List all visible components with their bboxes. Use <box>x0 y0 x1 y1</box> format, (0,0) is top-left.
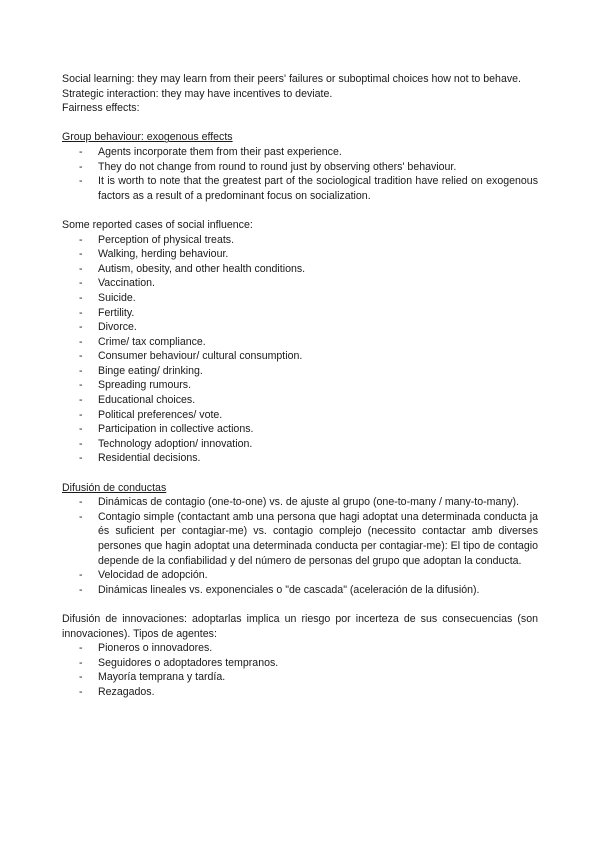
list-item <box>62 174 538 203</box>
dash-bullet: - <box>79 510 83 523</box>
intro-social-learning: Social learning: they may learn from their peers' failures or suboptimal choices how not to behave. <box>62 73 521 85</box>
dash-bullet: - <box>79 321 83 334</box>
list-item-text: Seguidores o adoptadores tempranos. <box>98 656 279 669</box>
list-item-text: Suicide. <box>98 291 136 304</box>
list-item <box>62 306 538 321</box>
dash-bullet: - <box>79 569 83 582</box>
spacer <box>62 466 538 481</box>
list-item-text: Educational choices. <box>98 394 196 407</box>
list-item <box>62 437 538 452</box>
list-item-text: Vaccination. <box>98 277 155 290</box>
list-item <box>62 145 538 160</box>
dash-bullet: - <box>79 175 83 188</box>
list-item-text: Mayoría temprana y tardía. <box>98 671 226 684</box>
list-item-text: Crime/ tax compliance. <box>98 335 206 348</box>
section-heading: Difusión de conductas <box>62 481 167 494</box>
list-item-text: Fertility. <box>98 306 135 319</box>
list-item-text: Spreading rumours. <box>98 379 192 392</box>
dash-bullet: - <box>79 583 83 596</box>
list-item <box>62 320 538 335</box>
list-item <box>62 583 538 598</box>
dash-bullet: - <box>79 145 83 158</box>
list-item-text: Technology adoption/ innovation. <box>98 437 253 450</box>
list-item <box>62 364 538 379</box>
list-item <box>62 670 538 685</box>
list-item <box>62 276 538 291</box>
list-item-text: Political preferences/ vote. <box>98 408 223 421</box>
section-difusion-innovaciones <box>62 612 538 700</box>
dash-bullet: - <box>79 394 83 407</box>
dash-bullet: - <box>79 248 83 261</box>
dash-bullet: - <box>79 335 83 348</box>
dash-bullet: - <box>79 685 83 698</box>
spacer <box>62 597 538 612</box>
list-item <box>62 262 538 277</box>
list-item <box>62 378 538 393</box>
list-item-text: Dinámicas lineales vs. exponenciales o "de cascada" (aceleración de la difusión). <box>98 583 480 596</box>
list-item-text: It is worth to note that the greatest part of the sociological tradition have relied on exogenous factors as a result of a predominant focus on socialization. <box>98 175 538 202</box>
list-item-text: Residential decisions. <box>98 452 201 465</box>
list-item-text: Autism, obesity, and other health conditions. <box>98 262 306 275</box>
dash-bullet: - <box>79 364 83 377</box>
list-item-text: Rezagados. <box>98 685 155 698</box>
list-item <box>62 291 538 306</box>
document-page <box>62 72 538 700</box>
list-item <box>62 685 538 700</box>
dash-bullet: - <box>79 496 83 509</box>
section-heading: Group behaviour: exogenous effects <box>62 131 233 144</box>
list-item-text: Agents incorporate them from their past experience. <box>98 145 342 158</box>
list-item-text: Perception of physical treats. <box>98 233 235 246</box>
dash-bullet: - <box>79 262 83 275</box>
list-item <box>62 393 538 408</box>
intro-fairness-effects: Fairness effects: <box>62 102 140 115</box>
list-item <box>62 641 538 656</box>
bullet-list <box>62 495 538 597</box>
dash-bullet: - <box>79 452 83 465</box>
section-heading: Some reported cases of social influence: <box>62 218 253 231</box>
dash-bullet: - <box>79 350 83 363</box>
list-item <box>62 233 538 248</box>
list-item <box>62 422 538 437</box>
dash-bullet: - <box>79 291 83 304</box>
dash-bullet: - <box>79 656 83 669</box>
dash-bullet: - <box>79 642 83 655</box>
list-item-text: Velocidad de adopción. <box>98 569 208 582</box>
list-item <box>62 568 538 583</box>
dash-bullet: - <box>79 306 83 319</box>
list-item <box>62 495 538 510</box>
intro-block <box>62 72 538 116</box>
list-item <box>62 656 538 671</box>
list-item-text: Participation in collective actions. <box>98 423 254 436</box>
dash-bullet: - <box>79 160 83 173</box>
list-item <box>62 335 538 350</box>
list-item-text: Divorce. <box>98 321 137 334</box>
section-social-influence <box>62 218 538 466</box>
list-item-text: Pioneros o innovadores. <box>98 642 213 655</box>
dash-bullet: - <box>79 423 83 436</box>
intro-strategic-interaction: Strategic interaction: they may have incentives to deviate. <box>62 87 333 100</box>
list-item <box>62 451 538 466</box>
section-heading: Difusión de innovaciones: adoptarlas implica un riesgo por incerteza de sus consecuencias (son innovaciones). Tipos de agentes: <box>62 612 538 640</box>
list-item <box>62 510 538 568</box>
list-item-text: Consumer behaviour/ cultural consumption. <box>98 350 303 363</box>
dash-bullet: - <box>79 379 83 392</box>
list-item-text: Binge eating/ drinking. <box>98 364 203 377</box>
list-item <box>62 349 538 364</box>
section-difusion-conductas <box>62 481 538 598</box>
bullet-list <box>62 145 538 203</box>
list-item-text: Walking, herding behaviour. <box>98 248 229 261</box>
dash-bullet: - <box>79 437 83 450</box>
spacer <box>62 116 538 131</box>
section-group-behaviour <box>62 130 538 203</box>
list-item <box>62 160 538 175</box>
spacer <box>62 203 538 218</box>
list-item <box>62 247 538 262</box>
list-item <box>62 408 538 423</box>
bullet-list <box>62 641 538 699</box>
bullet-list <box>62 233 538 467</box>
list-item-text: Dinámicas de contagio (one-to-one) vs. de ajuste al grupo (one-to-many / many-to-many). <box>98 496 520 509</box>
list-item-text: Contagio simple (contactant amb una persona que hagi adoptat una determinada conducta ja és suficient per contagiar-me) vs. contagio complejo (necessito contactar amb diverses persones que hagin adoptat una determinada conducta per contagiar-me): El tipo de contagio depende de la confiabilidad y del número de personas del grupo que adoptan la conducta. <box>98 510 538 567</box>
dash-bullet: - <box>79 408 83 421</box>
list-item-text: They do not change from round to round just by observing others' behaviour. <box>98 160 457 173</box>
dash-bullet: - <box>79 671 83 684</box>
dash-bullet: - <box>79 277 83 290</box>
dash-bullet: - <box>79 233 83 246</box>
